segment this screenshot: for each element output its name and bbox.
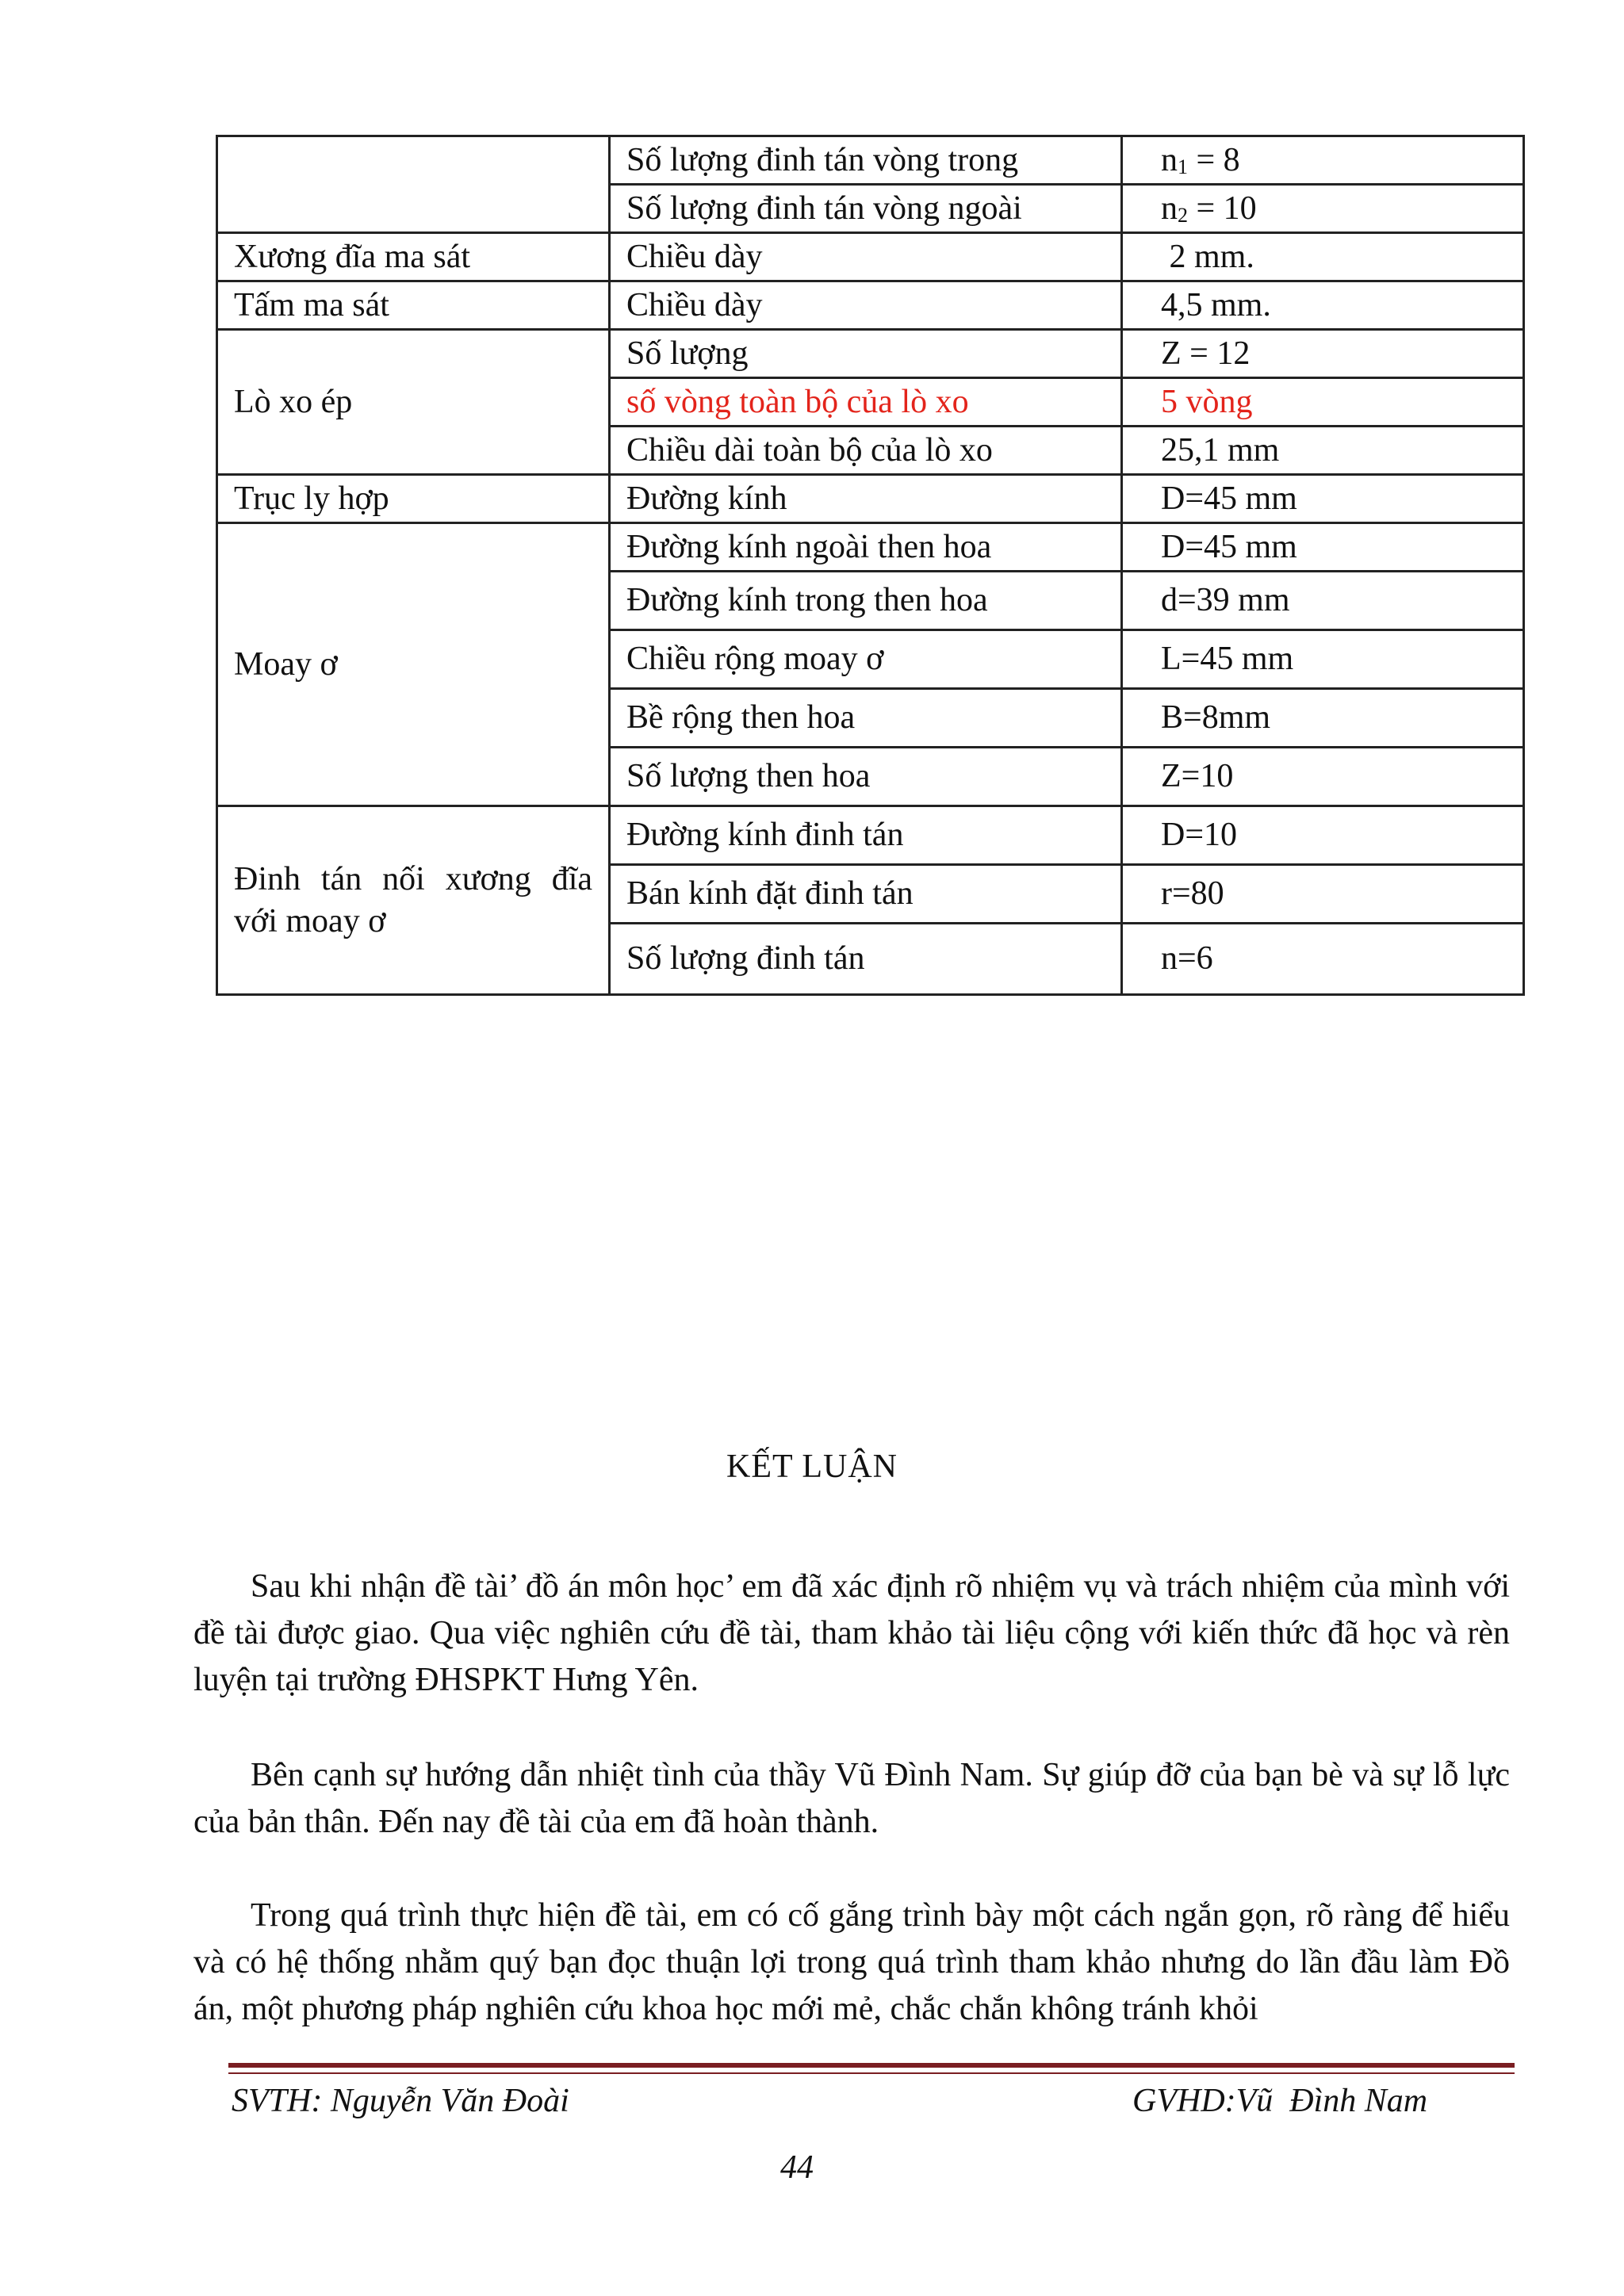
value-cell: n=6 xyxy=(1122,924,1524,995)
param-cell: Số lượng then hoa xyxy=(610,748,1122,806)
value-cell: 25,1 mm xyxy=(1122,427,1524,475)
param-cell-highlighted: số vòng toàn bộ của lò xo xyxy=(610,378,1122,427)
param-cell: Chiều dài toàn bộ của lò xo xyxy=(610,427,1122,475)
value-cell: D=45 mm xyxy=(1122,523,1524,572)
group-cell: Đinh tán nối xương đĩa với moay ơ xyxy=(217,806,610,995)
value-cell: B=8mm xyxy=(1122,689,1524,748)
group-cell xyxy=(217,136,610,233)
param-cell: Đường kính đinh tán xyxy=(610,806,1122,865)
value-subscript: 2 xyxy=(1178,203,1188,227)
value-subscript: 1 xyxy=(1178,155,1188,178)
param-cell: Chiều dày xyxy=(610,233,1122,281)
value-number: = 10 xyxy=(1188,189,1257,227)
param-cell: Chiều dày xyxy=(610,281,1122,330)
value-cell: 4,5 mm. xyxy=(1122,281,1524,330)
footer-advisor: GVHD:Vũ Đình Nam xyxy=(1132,2083,1428,2119)
param-cell: Số lượng đinh tán xyxy=(610,924,1122,995)
value-cell: r=80 xyxy=(1122,865,1524,924)
param-cell: Số lượng xyxy=(610,330,1122,378)
footer-divider-thin xyxy=(228,2072,1515,2074)
paragraph: Bên cạnh sự hướng dẫn nhiệt tình của thầy Vũ Đình Nam. Sự giúp đỡ của bạn bè và sự lỗ lực của bản thân. Đến nay đề tài của em đã hoàn thành. xyxy=(193,1757,1510,1840)
value-cell: D=45 mm xyxy=(1122,475,1524,523)
value-cell: L=45 mm xyxy=(1122,630,1524,689)
table-row xyxy=(217,233,1524,281)
value-cell: 2 mm. xyxy=(1122,233,1524,281)
footer-divider xyxy=(228,2063,1515,2068)
value-cell xyxy=(1122,185,1524,233)
group-cell: Xương đĩa ma sát xyxy=(217,233,610,281)
paragraph: Trong quá trình thực hiện đề tài, em có cố gắng trình bày một cách ngắn gọn, rõ ràng để hiểu và có hệ thống nhằm quý bạn đọc thuận lợi trong quá trình tham khảo nhưng do lần đầu làm Đồ án, một phương pháp nghiên cứu khoa học mới mẻ, chắc chắn không tránh khỏi xyxy=(193,1897,1510,2027)
group-cell: Tấm ma sát xyxy=(217,281,610,330)
section-title: KẾT LUẬN xyxy=(726,1448,898,1485)
value-cell-highlighted: 5 vòng xyxy=(1122,378,1524,427)
param-cell: Bán kính đặt đinh tán xyxy=(610,865,1122,924)
value-number: = 8 xyxy=(1188,141,1240,178)
value-cell: Z=10 xyxy=(1122,748,1524,806)
param-cell: Số lượng đinh tán vòng ngoài xyxy=(610,185,1122,233)
group-cell: Lò xo ép xyxy=(217,330,610,475)
table-row xyxy=(217,475,1524,523)
param-cell: Đường kính ngoài then hoa xyxy=(610,523,1122,572)
value-cell: Z = 12 xyxy=(1122,330,1524,378)
param-cell: Đường kính xyxy=(610,475,1122,523)
spec-table xyxy=(216,135,1525,996)
group-cell: Moay ơ xyxy=(217,523,610,806)
param-cell: Số lượng đinh tán vòng trong xyxy=(610,136,1122,185)
page-number: 44 xyxy=(780,2149,814,2186)
table-row xyxy=(217,136,1524,185)
value-cell: D=10 xyxy=(1122,806,1524,865)
footer-student: SVTH: Nguyễn Văn Đoài xyxy=(232,2083,569,2119)
param-cell: Đường kính trong then hoa xyxy=(610,572,1122,630)
table-row xyxy=(217,523,1524,572)
table-row xyxy=(217,281,1524,330)
param-cell: Chiều rộng moay ơ xyxy=(610,630,1122,689)
value-cell: d=39 mm xyxy=(1122,572,1524,630)
group-cell: Trục ly hợp xyxy=(217,475,610,523)
table-row xyxy=(217,806,1524,865)
value-symbol: n xyxy=(1161,189,1178,227)
param-cell: Bề rộng then hoa xyxy=(610,689,1122,748)
value-symbol: n xyxy=(1161,141,1178,178)
value-cell xyxy=(1122,136,1524,185)
paragraph: Sau khi nhận đề tài’ đồ án môn học’ em đã xác định rõ nhiệm vụ và trách nhiệm của mình với đề tài được giao. Qua việc nghiên cứu đề tài, tham khảo tài liệu cộng với kiến thức đã học và rèn luyện tại trường ĐHSPKT Hưng Yên. xyxy=(193,1568,1510,1698)
table-row xyxy=(217,330,1524,378)
